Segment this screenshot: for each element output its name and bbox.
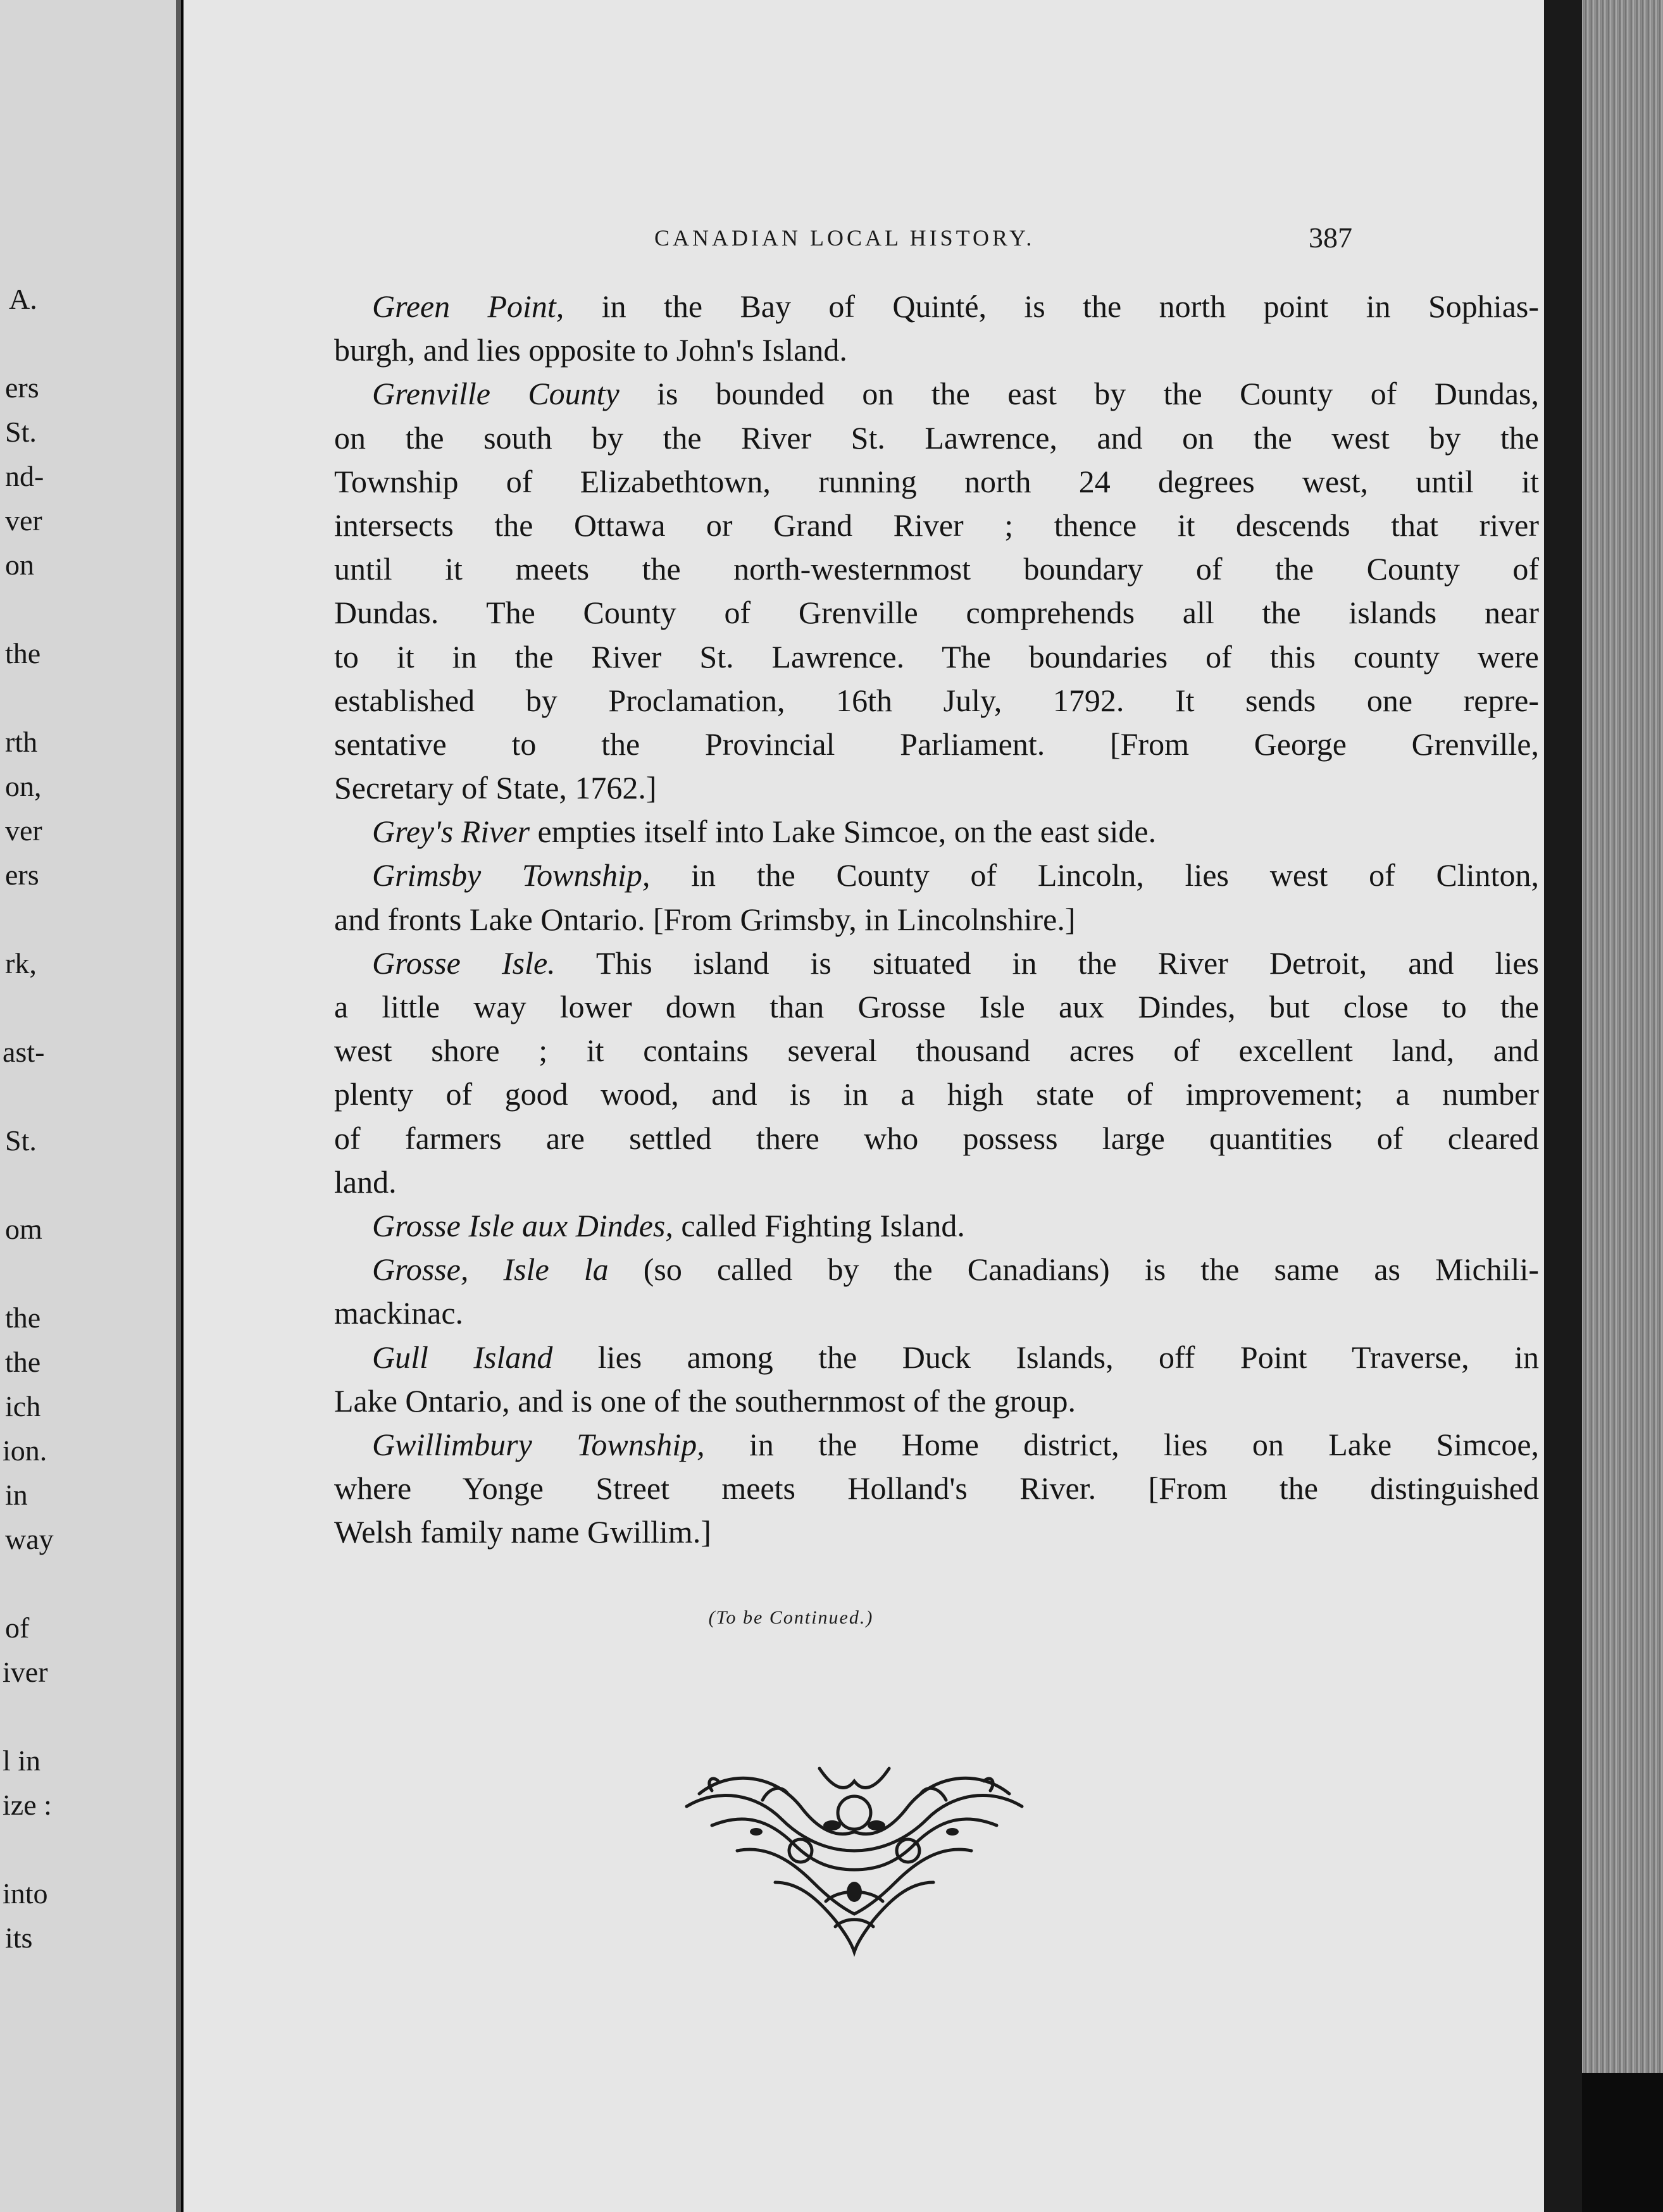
- text-run: in the County of Lincoln, lies west of Clinton,: [650, 857, 1539, 893]
- text-run: to it in the River St. Lawrence. The boundaries of this county were: [334, 638, 1539, 674]
- text-run: This island is situated in the River Detroit, and lies: [555, 945, 1539, 981]
- text-run: sentative to the Provincial Parliament. [From George Grenville,: [334, 726, 1539, 762]
- text-line: [334, 679, 1539, 723]
- entry-heading: Grimsby Township,: [372, 857, 651, 893]
- text-run: in the Home district, lies on Lake Simcoe,: [704, 1426, 1540, 1462]
- text-run: is bounded on the east by the County of Dundas,: [619, 376, 1539, 412]
- text-line: [334, 328, 1539, 372]
- text-line: [334, 1248, 1539, 1291]
- facing-page-text-fragment: the: [5, 1302, 41, 1334]
- foliate-tailpiece-ornament-icon: [674, 1756, 1035, 1958]
- facing-page-text-fragment: St.: [5, 1124, 37, 1157]
- facing-page-text-fragment: A.: [9, 283, 37, 315]
- text-run: Dundas. The County of Grenville comprehends all the islands near: [334, 595, 1539, 631]
- facing-page-text-fragment: ize :: [3, 1789, 52, 1821]
- text-line: [334, 941, 1539, 985]
- facing-page-text-fragment: l in: [3, 1744, 41, 1777]
- text-run: established by Proclamation, 16th July, 1792. It sends one repre-: [334, 682, 1539, 718]
- facing-page-fragment: [0, 0, 181, 2212]
- entry-heading: Grey's River: [372, 814, 530, 850]
- running-head: [184, 221, 1544, 263]
- entry-heading: Green Point,: [372, 289, 564, 324]
- text-line: [334, 1379, 1539, 1423]
- facing-page-text-fragment: St.: [5, 416, 37, 448]
- text-line: [334, 854, 1539, 897]
- entry-heading: Grosse, Isle la: [372, 1252, 609, 1288]
- facing-page-text-fragment: ver: [5, 814, 42, 847]
- text-run: empties itself into Lake Simcoe, on the east side.: [530, 814, 1157, 850]
- facing-page-text-fragment: rk,: [5, 947, 37, 979]
- text-line: [334, 985, 1539, 1029]
- entry-heading: Gull Island: [372, 1339, 553, 1375]
- text-run: called Fighting Island.: [673, 1207, 965, 1243]
- facing-page-text-fragment: ast-: [3, 1036, 45, 1068]
- facing-page-text-fragment: nd-: [5, 460, 44, 492]
- text-run: a little way lower down than Grosse Isle aux Dindes, but close to the: [334, 989, 1539, 1024]
- text-run: lies among the Duck Islands, off Point Traverse, in: [552, 1339, 1539, 1375]
- text-run: Lake Ontario, and is one of the southernmost of the group.: [334, 1382, 1076, 1419]
- page-number: 387: [1309, 221, 1352, 254]
- text-line: [334, 416, 1539, 460]
- page-edges: [1544, 0, 1663, 2212]
- text-line: [334, 285, 1539, 328]
- text-run: land.: [334, 1164, 397, 1200]
- text-run: plenty of good wood, and is in a high state of improvement; a number: [334, 1076, 1539, 1112]
- text-line: [334, 591, 1539, 635]
- facing-page-text-fragment: rth: [5, 726, 38, 758]
- text-run: and fronts Lake Ontario. [From Grimsby, in Lincolnshire.]: [334, 901, 1076, 937]
- text-line: [334, 1291, 1539, 1335]
- text-run: where Yonge Street meets Holland's River. [From the distinguished: [334, 1470, 1539, 1507]
- text-line: [334, 1336, 1539, 1379]
- text-run: on the south by the River St. Lawrence, and on the west by the: [334, 419, 1539, 456]
- facing-page-text-fragment: ion.: [3, 1434, 47, 1467]
- body-text: [334, 285, 1539, 1554]
- text-line: [334, 1160, 1539, 1204]
- facing-page-text-fragment: the: [5, 1346, 41, 1378]
- text-run: of farmers are settled there who possess large quantities of cleared: [334, 1120, 1539, 1156]
- facing-page-text-fragment: ich: [5, 1390, 41, 1422]
- text-line: [334, 504, 1539, 547]
- running-head-title: CANADIAN LOCAL HISTORY.: [654, 225, 1035, 251]
- text-line: [334, 766, 1539, 810]
- text-run: Township of Elizabethtown, running north 24 degrees west, until it: [334, 463, 1539, 499]
- text-line: [334, 547, 1539, 591]
- text-line: [334, 1467, 1539, 1510]
- entry-heading: Grosse Isle.: [372, 945, 556, 981]
- text-run: mackinac.: [334, 1295, 464, 1331]
- text-run: intersects the Ottawa or Grand River ; thence it descends that river: [334, 507, 1539, 543]
- text-run: burgh, and lies opposite to John's Island.: [334, 332, 847, 368]
- text-run: until it meets the north-westernmost boundary of the County of: [334, 551, 1539, 587]
- facing-page-text-fragment: ver: [5, 504, 42, 537]
- text-run: in the Bay of Quinté, is the north point in Sophias-: [564, 289, 1539, 324]
- book-page: [184, 0, 1553, 2212]
- text-run: west shore ; it contains several thousand acres of excellent land, and: [334, 1033, 1539, 1069]
- entry-heading: Grenville County: [372, 376, 620, 412]
- facing-page-text-fragment: its: [5, 1922, 33, 1954]
- facing-page-text-fragment: of: [5, 1612, 30, 1644]
- entry-heading: Grosse Isle aux Dindes,: [372, 1207, 673, 1243]
- facing-page-text-fragment: ers: [5, 371, 39, 404]
- text-run: Welsh family name Gwillim.]: [334, 1514, 711, 1550]
- facing-page-text-fragment: ers: [5, 859, 39, 891]
- text-line: [334, 1029, 1539, 1072]
- text-line: [334, 1072, 1539, 1116]
- facing-page-text-fragment: the: [5, 637, 41, 669]
- text-line: [334, 1117, 1539, 1160]
- entry-heading: Gwillimbury Township,: [372, 1426, 705, 1462]
- text-line: [334, 898, 1539, 941]
- facing-page-text-fragment: into: [3, 1877, 48, 1910]
- text-line: [334, 1423, 1539, 1467]
- text-line: [334, 723, 1539, 766]
- continued-note: (To be Continued.): [708, 1607, 874, 1628]
- facing-page-text-fragment: on: [5, 549, 34, 581]
- facing-page-text-fragment: on,: [5, 770, 42, 802]
- facing-page-text-fragment: iver: [3, 1656, 48, 1688]
- text-run: (so called by the Canadians) is the same as Michili-: [608, 1252, 1539, 1288]
- facing-page-text-fragment: way: [5, 1523, 54, 1555]
- facing-page-text-fragment: in: [5, 1479, 28, 1511]
- facing-page-text-fragment: om: [5, 1213, 42, 1245]
- text-line: [334, 810, 1539, 854]
- text-line: [334, 635, 1539, 679]
- text-line: [334, 372, 1539, 416]
- text-line: [334, 1204, 1539, 1248]
- text-line: [334, 460, 1539, 504]
- text-run: Secretary of State, 1762.]: [334, 770, 657, 806]
- text-line: [334, 1510, 1539, 1554]
